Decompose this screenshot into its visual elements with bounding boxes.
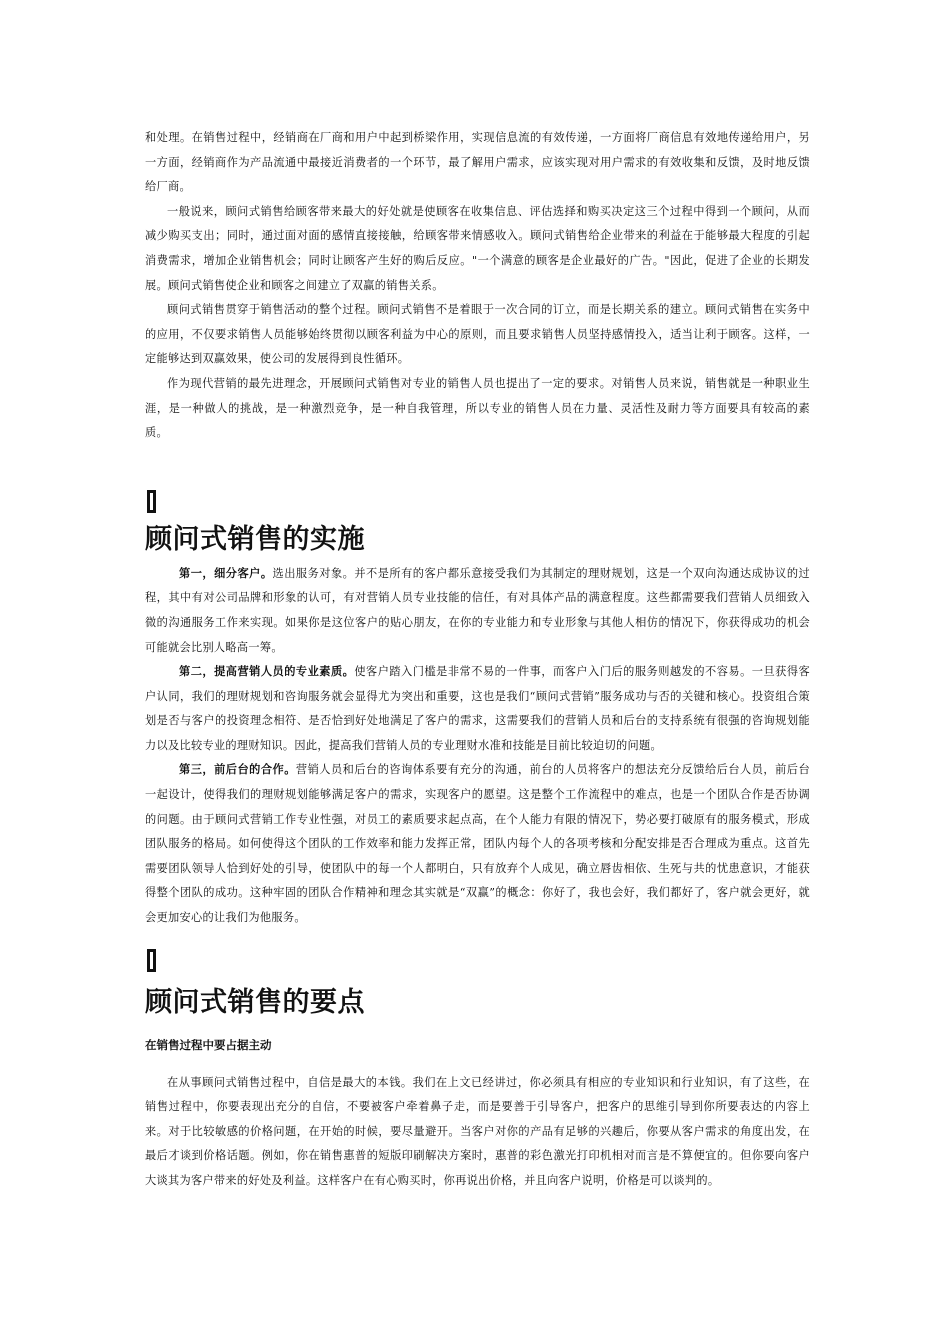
section-title-implementation: 顾问式销售的实施 [145,523,365,555]
paragraph-lead: 第一，细分客户。 [179,566,273,580]
implementation-paragraph-1 [145,562,810,660]
key-points-paragraph-1: 在从事顾问式销售过程中，自信是最大的本钱。我们在上文已经讲过，你必须具有相应的专业知识和行业知识，有了这些，在销售过程中，你要表现出充分的自信，不要被客户牵着鼻子走，而是要善于引导客户，把客户的思维引导到你所要表达的内容上来。对于比较敏感的价格问题，在开始的时候，要尽量避开。当客户对你的产品有足够的兴趣后，你要从客户需求的角度出发，在最后才谈到价格话题。例如，你在销售惠普的短版印刷解决方案时，惠普的彩色激光打印机相对而言是不算便宜的。但你要向客户大谈其为客户带来的好处及利益。这样客户在有心购买时，你再说出价格，并且向客户说明，价格是可以谈判的。 [145,1075,810,1187]
paragraph-body: 营销人员和后台的咨询体系要有充分的沟通，前台的人员将客户的想法充分反馈给后台人员，前后台一起设计，使得我们的理财规划能够满足客户的需求，实现客户的愿望。这是整个工作流程中的难点，也是一个团队合作是否协调的问题。由于顾问式营销工作专业性强，对员工的素质要求起点高，在个人能力有限的情况下，势必要打破原有的服务模式，形成团队服务的格局。如何使得这个团队的工作效率和能力发挥正常，团队内每个人的各项考核和分配安排是否合理成为重点。这首先需要团队领导人恰到好处的引导，使团队中的每一个人都明白，只有放弃个人成见，确立唇齿相依、生死与共的忧患意识，才能获得整个团队的成功。这种牢固的团队合作精神和理念其实就是“双赢”的概念：你好了，我也会好，我们都好了，客户就会更好，就会更加安心的让我们为他服务。 [145,763,810,925]
implementation-paragraph-2 [145,660,810,758]
implementation-paragraph-3 [145,758,810,930]
paragraph-body: 使客户踏入门槛是非常不易的一件事，而客户入门后的服务则越发的不容易。一旦获得客户认同，我们的理财规划和咨询服务就会显得尤为突出和重要，这也是我们“顾问式营销”服务成功与否的关键和核心。投资组合策划是否与客户的投资理念相符、是否恰到好处地满足了客户的需求，这需要我们的营销人员和后台的支持系统有很强的咨询规划能力以及比较专业的理财知识。因此，提高我们营销人员的专业理财水准和技能是目前比较迫切的问题。 [145,665,810,752]
intro-paragraph-4: 作为现代营销的最先进理念，开展顾问式销售对专业的销售人员也提出了一定的要求。对销售人员来说，销售就是一种职业生涯，是一种做人的挑战，是一种激烈竞争，是一种自我管理，所以专业的销售人员在力量、灵活性及耐力等方面要具有较高的素质。 [145,376,810,440]
subsection-title: 在销售过程中要占据主动 [145,1037,272,1052]
missing-glyph-box-icon [147,486,810,516]
intro-paragraph-1: 和处理。在销售过程中，经销商在厂商和用户中起到桥梁作用，实现信息流的有效传递，一方面将厂商信息有效地传递给用户，另一方面，经销商作为产品流通中最接近消费者的一个环节，最了解用户需求，应该实现对用户需求的有效收集和反馈，及时地反馈给厂商。 [145,131,810,194]
missing-glyph-box-icon [147,945,810,975]
section-title-key-points: 顾问式销售的要点 [145,986,365,1018]
paragraph-lead: 第二，提高营销人员的专业素质。 [179,665,355,679]
intro-paragraph-2: 一般说来，顾问式销售给顾客带来最大的好处就是使顾客在收集信息、评估选择和购买决定这三个过程中得到一个顾问，从而减少购买支出；同时，通过面对面的感情直接接触，给顾客带来情感收入。顾问式销售给企业带来的利益在于能够最大程度的引起消费需求，增加企业销售机会；同时让顾客产生好的购后反应。"一个满意的顾客是企业最好的广告。"因此，促进了企业的长期发展。顾问式销售使企业和顾客之间建立了双赢的销售关系。 [145,204,810,292]
paragraph-lead: 第三，前后台的合作。 [179,763,296,777]
paragraph-body: 选出服务对象。并不是所有的客户都乐意接受我们为其制定的理财规划，这是一个双向沟通达成协议的过程，其中有对公司品牌和形象的认可，有对营销人员专业技能的信任，有对具体产品的满意程度。这些都需要我们营销人员细致入微的沟通服务工作来实现。如果你是这位客户的贴心朋友，在你的专业能力和专业形象与其他人相仿的情况下，你获得成功的机会可能就会比别人略高一筹。 [145,566,810,654]
intro-paragraph-3: 顾问式销售贯穿于销售活动的整个过程。顾问式销售不是着眼于一次合同的订立，而是长期关系的建立。顾问式销售在实务中的应用，不仅要求销售人员能够始终贯彻以顾客利益为中心的原则，而且要求销售人员坚持感情投入，适当让利于顾客。这样，一定能够达到双赢效果，使公司的发展得到良性循环。 [145,303,810,366]
document-page [145,126,810,1194]
